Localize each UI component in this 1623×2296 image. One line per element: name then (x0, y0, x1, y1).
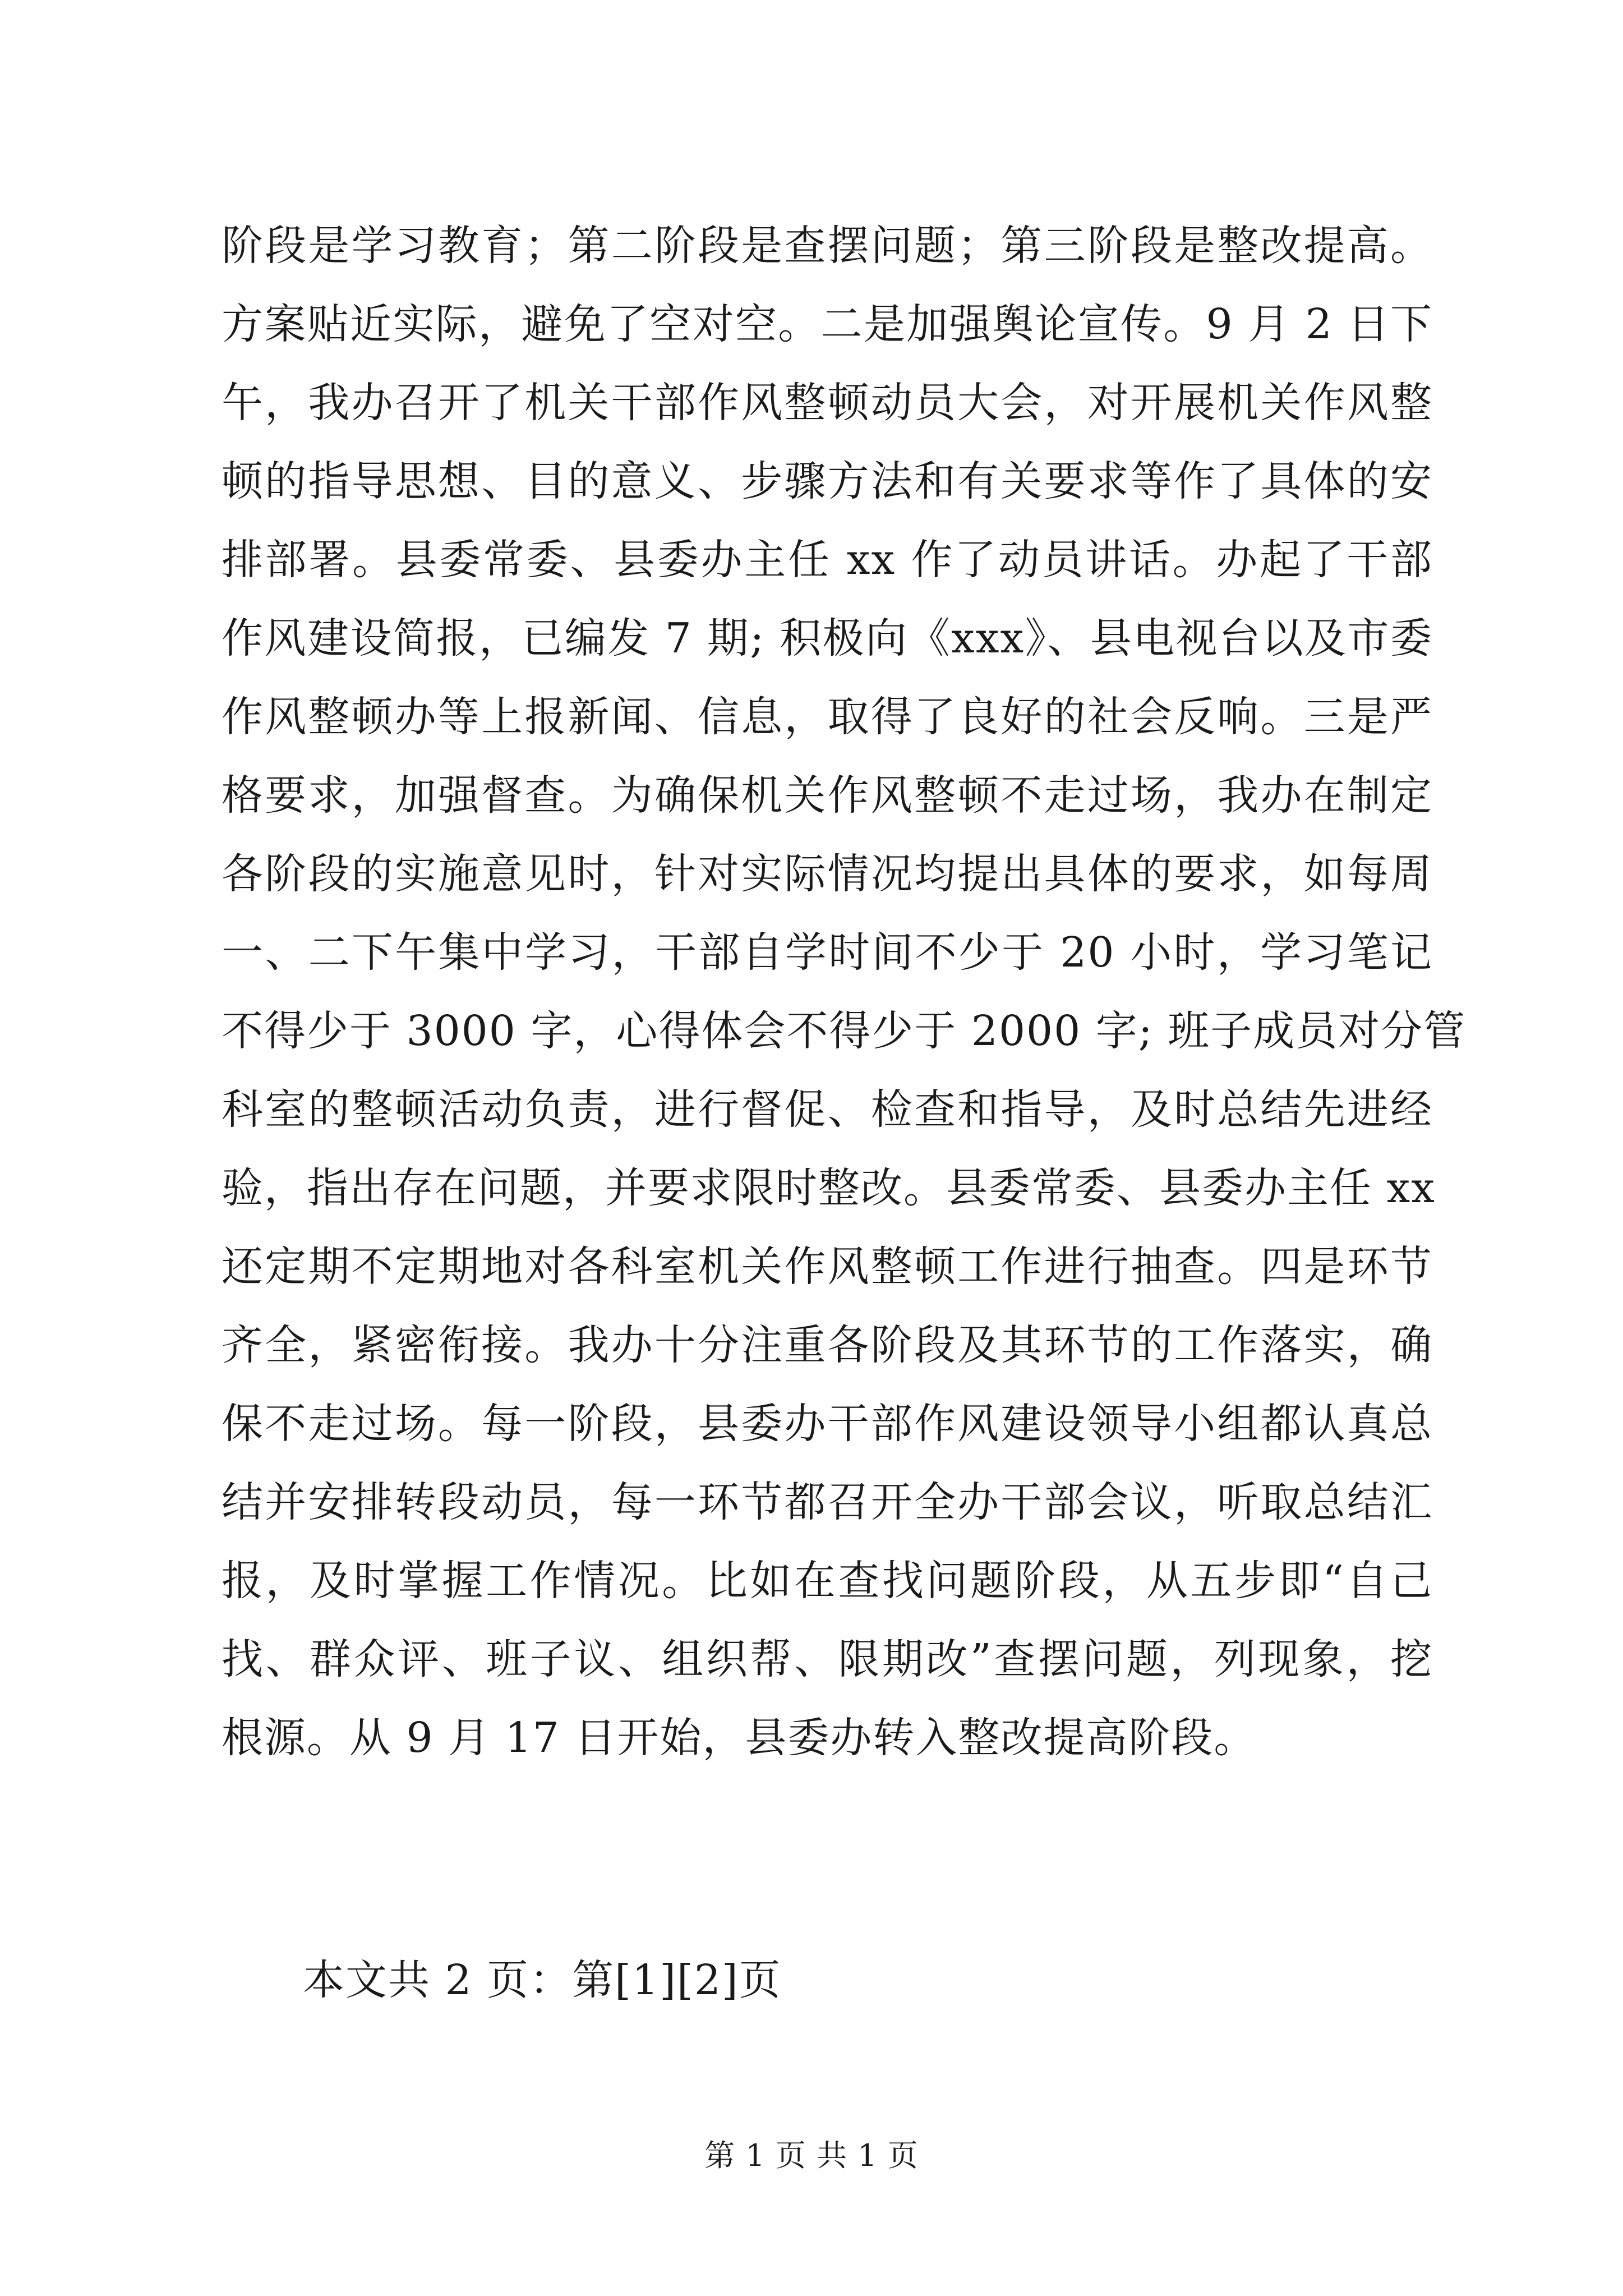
text-line: 午，我办召开了机关干部作风整顿动员大会，对开展机关作风整 (222, 379, 1433, 427)
text-line: 作风建设简报，已编发 7 期; 积极向《xxx》、县电视台以及市委 (222, 614, 1433, 662)
text-line: 根源。从 9 月 17 日开始，县委办转入整改提高阶段。 (222, 1714, 1257, 1762)
text-line: 一、二下午集中学习，干部自学时间不少于 20 小时，学习笔记 (222, 928, 1433, 977)
article-pager[interactable]: 本文共 2 页：第[1][2]页 (303, 1956, 782, 2004)
text-line: 阶段是学习教育；第二阶段是查摆问题；第三阶段是整改提高。 (222, 222, 1433, 270)
text-line: 不得少于 3000 字，心得体会不得少于 2000 字; 班子成员对分管 (222, 1007, 1467, 1055)
text-line: 找、群众评、班子议、组织帮、限期改”查摆问题，列现象，挖 (222, 1635, 1433, 1683)
text-line: 结并安排转段动员，每一环节都召开全办干部会议，听取总结汇 (222, 1478, 1433, 1526)
text-line: 保不走过场。每一阶段，县委办干部作风建设领导小组都认真总 (222, 1400, 1433, 1448)
text-line: 各阶段的实施意见时，针对实际情况均提出具体的要求，如每周 (222, 850, 1433, 898)
text-line: 方案贴近实际，避免了空对空。二是加强舆论宣传。9 月 2 日下 (222, 300, 1433, 348)
text-line: 报，及时掌握工作情况。比如在查找问题阶段，从五步即“自己 (222, 1557, 1433, 1605)
text-line: 验，指出存在问题，并要求限时整改。县委常委、县委办主任 xx (222, 1164, 1436, 1212)
text-line: 排部署。县委常委、县委办主任 xx 作了动员讲话。办起了干部 (222, 536, 1433, 584)
text-line: 作风整顿办等上报新闻、信息，取得了良好的社会反响。三是严 (222, 693, 1433, 741)
text-line: 还定期不定期地对各科室机关作风整顿工作进行抽查。四是环节 (222, 1243, 1433, 1291)
text-line: 格要求，加强督查。为确保机关作风整顿不走过场，我办在制定 (222, 771, 1433, 820)
body-text (222, 206, 1467, 1777)
text-line: 科室的整顿活动负责，进行督促、检查和指导，及时总结先进经 (222, 1085, 1433, 1134)
page-footer: 第 1 页 共 1 页 (704, 2138, 919, 2173)
text-line: 顿的指导思想、目的意义、步骤方法和有关要求等作了具体的安 (222, 457, 1433, 505)
text-line: 齐全，紧密衔接。我办十分注重各阶段及其环节的工作落实，确 (222, 1321, 1433, 1369)
